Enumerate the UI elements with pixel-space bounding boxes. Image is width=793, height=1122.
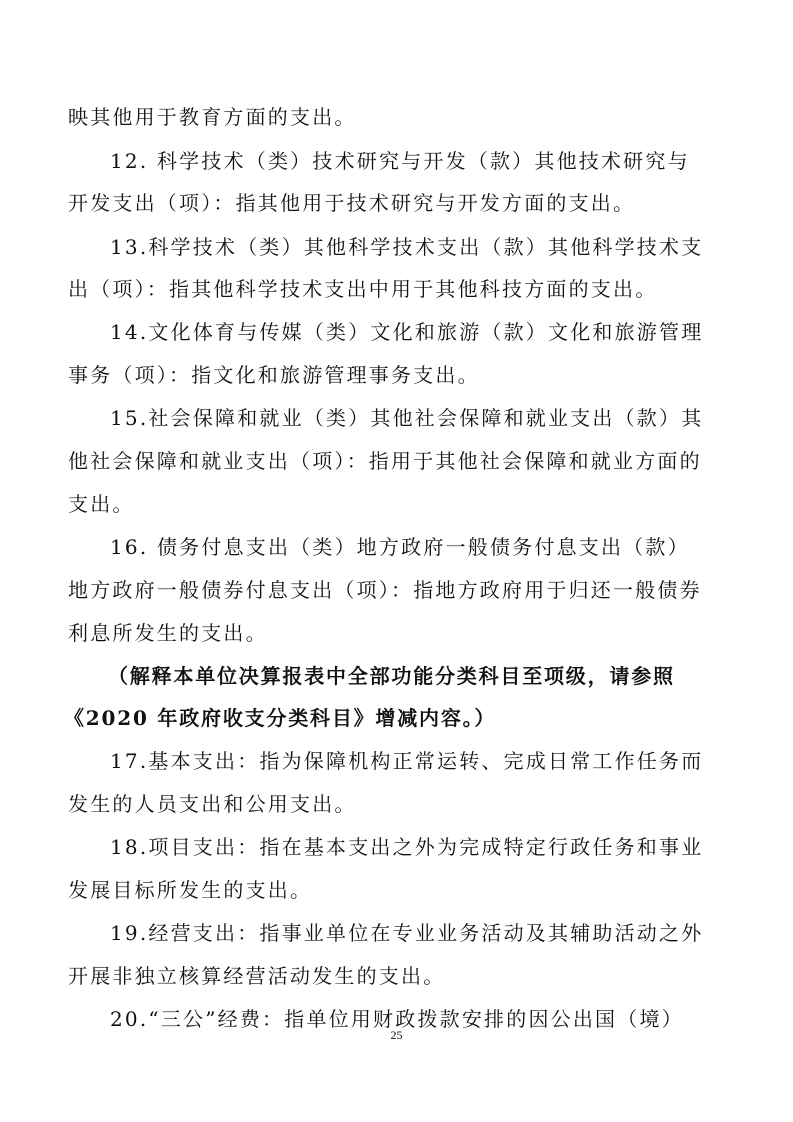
text-line: 开发支出（项）：指其他用于技术研究与开发方面的支出。 <box>68 191 636 215</box>
text-line: 17.基本支出：指为保障机构正常运转、完成日常工作任务而 <box>110 749 704 773</box>
text-line: 13.科学技术（类）其他科学技术支出（款）其他科学技术支 <box>110 235 704 259</box>
text-line: 地方政府一般债券付息支出（项）：指地方政府用于归还一般债券 <box>68 578 702 602</box>
text-line: 事务（项）：指文化和旅游管理事务支出。 <box>68 363 480 387</box>
text-line: 出（项）：指其他科学技术支出中用于其他科技方面的支出。 <box>68 277 658 301</box>
text-line: 12. 科学技术（类）技术研究与开发（款）其他技术研究与 <box>110 149 690 173</box>
instruction-note: （解释本单位决算报表中全部功能分类科目至项级，请参照 <box>108 664 675 688</box>
text-line: 利息所发生的支出。 <box>68 621 268 645</box>
text-line: 支出。 <box>68 492 135 516</box>
text-line: 发展目标所发生的支出。 <box>68 878 313 902</box>
text-line: 20.“三公”经费：指单位用财政拨款安排的因公出国（境） <box>110 1007 684 1031</box>
text-line: 开展非独立核算经营活动发生的支出。 <box>68 964 446 988</box>
text-line: 18.项目支出：指在基本支出之外为完成特定行政任务和事业 <box>110 835 704 859</box>
text-line: 他社会保障和就业支出（项）：指用于其他社会保障和就业方面的 <box>68 449 702 473</box>
text-line: 14.文化体育与传媒（类）文化和旅游（款）文化和旅游管理 <box>110 320 704 344</box>
instruction-note: 《2020 年政府收支分类科目》增减内容。） <box>64 706 497 730</box>
text-line: 15.社会保障和就业（类）其他社会保障和就业支出（款）其 <box>110 406 704 430</box>
text-line: 19.经营支出：指事业单位在专业业务活动及其辅助活动之外 <box>110 921 704 945</box>
text-line: 发生的人员支出和公用支出。 <box>68 792 357 816</box>
text-line: 16. 债务付息支出（类）地方政府一般债务付息支出（款） <box>110 535 690 559</box>
text-line: 映其他用于教育方面的支出。 <box>68 105 357 129</box>
page-number: 25 <box>390 1028 403 1042</box>
